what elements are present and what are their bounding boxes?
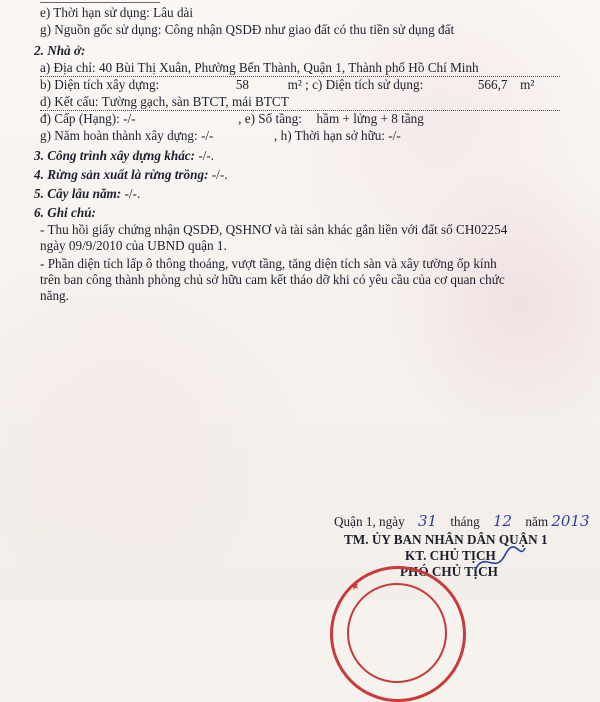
land-term-value: Lâu dài <box>153 5 194 20</box>
date-prefix: Quận 1, ngày <box>334 514 405 529</box>
build-area-value: 58 <box>235 77 249 92</box>
use-area-value: 566,7 <box>477 77 508 92</box>
red-seal-stamp <box>330 566 466 702</box>
signature-date-line <box>334 512 590 530</box>
section-5-title: 5. Cây lâu năm: <box>34 186 122 201</box>
date-month: 12 <box>492 512 513 530</box>
section-5 <box>34 186 140 202</box>
section-3-value: -/-. <box>198 148 215 163</box>
month-label: tháng <box>450 514 480 529</box>
section-4-title: 4. Rừng sản xuất là rừng trồng: <box>34 167 209 182</box>
house-structure: d) Kết cấu: Tường gạch, sàn BTCT, mái BTCT <box>40 94 560 111</box>
land-origin-label: g) Nguồn gốc sử dụng: <box>40 22 162 37</box>
date-year: 2013 <box>551 512 590 530</box>
note-2-line-3: năng. <box>40 288 69 303</box>
note-2-line-2: trên ban công thành phòng chủ sở hữu cam kết tháo dỡ khi có yêu cầu của cơ quan chức <box>40 272 505 287</box>
house-grade: đ) Cấp (Hạng): -/- <box>40 111 136 126</box>
signing-kt: KT. CHỦ TỊCH <box>405 548 496 563</box>
seal-inner-ring <box>347 583 447 683</box>
house-grade-floors-line <box>40 111 424 127</box>
house-address: a) Địa chỉ: 40 Bùi Thị Xuân, Phường Bến Thành, Quận 1, Thành phố Hồ Chí Minh <box>40 60 560 77</box>
floors-value: hầm + lửng + 8 tầng <box>316 111 424 126</box>
signature-flourish <box>470 540 530 580</box>
house-heading: 2. Nhà ở: <box>34 43 86 58</box>
land-origin-value: Công nhận QSDĐ như giao đất có thu tiền sử dụng đất <box>164 22 455 37</box>
section-5-value: -/-. <box>124 186 141 201</box>
year-label: năm <box>525 514 549 529</box>
use-area-label: ; c) Diện tích sử dụng: <box>305 77 424 92</box>
note-1-line-2: ngày 09/9/2010 của UBND quận 1. <box>40 238 227 253</box>
completion-year: g) Năm hoàn thành xây dựng: -/- <box>40 128 214 143</box>
section-6-title: 6. Ghi chú: <box>34 205 96 220</box>
section-3 <box>34 148 214 164</box>
ownership-term: , h) Thời hạn sở hữu: -/- <box>274 128 401 143</box>
house-year-line <box>40 128 401 144</box>
use-area-unit: m² <box>520 77 535 92</box>
date-day: 31 <box>417 512 438 530</box>
build-area-unit: m² <box>287 77 302 92</box>
land-term-line <box>40 5 193 21</box>
land-origin-line <box>40 22 454 38</box>
note-2-line-1: - Phần diện tích lấp ô thông thoáng, vượt tầng, tăng diện tích sàn và xây tường ốp kính <box>40 256 497 271</box>
section-4-value: -/-. <box>211 167 228 182</box>
signing-org: TM. ỦY BAN NHÂN DÂN QUẬN 1 <box>344 532 548 547</box>
seal-mark: ★ <box>349 580 361 593</box>
signing-title: PHÓ CHỦ TỊCH <box>400 564 498 579</box>
build-area-label: b) Diện tích xây dựng: <box>40 77 160 92</box>
floors-label: , e) Số tầng: <box>238 111 302 126</box>
section-4 <box>34 167 228 183</box>
section-3-title: 3. Công trình xây dựng khác: <box>34 148 196 163</box>
house-area-line <box>40 77 534 93</box>
land-term-label: e) Thời hạn sử dụng: <box>40 5 150 20</box>
note-1-line-1: - Thu hồi giấy chứng nhận QSDĐ, QSHNƠ và tài sản khác gắn liền với đất số CH02254 <box>40 222 508 237</box>
